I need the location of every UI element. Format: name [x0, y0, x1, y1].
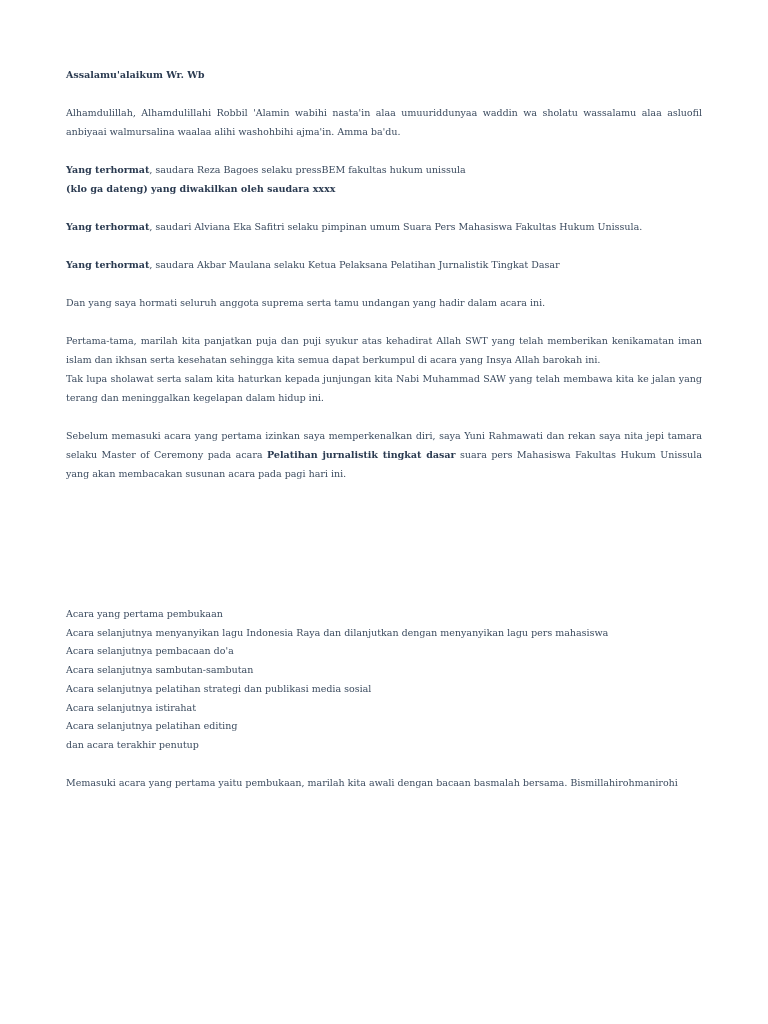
honor-text-2: , saudari Alviana Eka Safitri selaku pimpinan umum Suara Pers Mahasiswa Fakultas Hukum Unissula.	[149, 222, 643, 233]
sholawat-paragraph: Tak lupa sholawat serta salam kita haturkan kepada junjungan kita Nabi Muhammad SAW yang telah membawa kita ke jalan yang terang dan meninggalkan kegelapan dalam hidup ini.	[66, 374, 702, 404]
agenda-section	[66, 606, 702, 793]
gratitude-paragraph: Pertama-tama, marilah kita panjatkan puja dan puji syukur atas kehadirat Allah SWT yang telah memberikan kenikamatan iman islam dan ikhsan serta kesehatan sehingga kita semua dapat berkumpul di acara yang Insya Allah barokah ini.	[66, 336, 702, 366]
agenda-item: Acara selanjutnya pembacaan do'a	[66, 646, 234, 658]
agenda-item: Acara selanjutnya menyanyikan lagu Indonesia Raya dan dilanjutkan dengan menyanyikan lagu pers mahasiswa	[66, 627, 609, 639]
document-body	[66, 66, 702, 484]
honor-paragraph-2	[66, 218, 702, 237]
greeting: Assalamu'alaikum Wr. Wb	[66, 70, 205, 81]
agenda-item: Acara selanjutnya sambutan-sambutan	[66, 665, 254, 677]
honor-paragraph-1	[66, 161, 702, 180]
honor-paragraph-3	[66, 256, 702, 275]
opening-paragraph: Alhamdulillah, Alhamdulillahi Robbil 'Alamin wabihi nasta'in alaa umuuriddunyaa waddin wa sholatu wassalamu alaa asluofil anbiyaai walmursalina waalaa alihi washohbihi ajma'in. Amma ba'du.	[66, 108, 702, 138]
intro-event-name: Pelatihan jurnalistik tingkat dasar	[267, 450, 456, 461]
audience-paragraph: Dan yang saya hormati seluruh anggota suprema serta tamu undangan yang hadir dalam acara ini.	[66, 298, 546, 309]
honor-text-1: , saudara Reza Bagoes selaku pressBEM fakultas hukum unissula	[149, 165, 466, 176]
agenda-item: Acara selanjutnya pelatihan editing	[66, 721, 238, 733]
honor-text-3: , saudara Akbar Maulana selaku Ketua Pelaksana Pelatihan Jurnalistik Tingkat Dasar	[149, 260, 560, 271]
agenda-item: Acara selanjutnya pelatihan strategi dan publikasi media sosial	[66, 683, 372, 695]
honor-lead-3: Yang terhormat	[66, 260, 150, 271]
honor-lead-1: Yang terhormat	[66, 165, 150, 176]
honor-lead-2: Yang terhormat	[66, 222, 150, 233]
agenda-item: Acara selanjutnya istirahat	[66, 702, 197, 714]
intro-after: suara pers Mahasiswa Fakultas Hukum Unissula yang akan membacakan susunan acara pada pagi hari ini.	[66, 450, 703, 480]
closing-paragraph: Memasuki acara yang pertama yaitu pembukaan, marilah kita awali dengan bacaan basmalah bersama. Bismillahirohmanirohi	[66, 777, 678, 789]
intro-paragraph	[66, 427, 702, 484]
agenda-item: dan acara terakhir penutup	[66, 739, 199, 751]
intro-before: Sebelum memasuki acara yang pertama izinkan saya memperkenalkan diri, saya Yuni Rahmawati dan rekan saya nita jepi tamara selaku Master of Ceremony pada acara	[66, 431, 702, 461]
agenda-item: Acara yang pertama pembukaan	[66, 609, 223, 620]
honor-note-1: (klo ga dateng) yang diwakilkan oleh saudara xxxx	[66, 184, 336, 195]
